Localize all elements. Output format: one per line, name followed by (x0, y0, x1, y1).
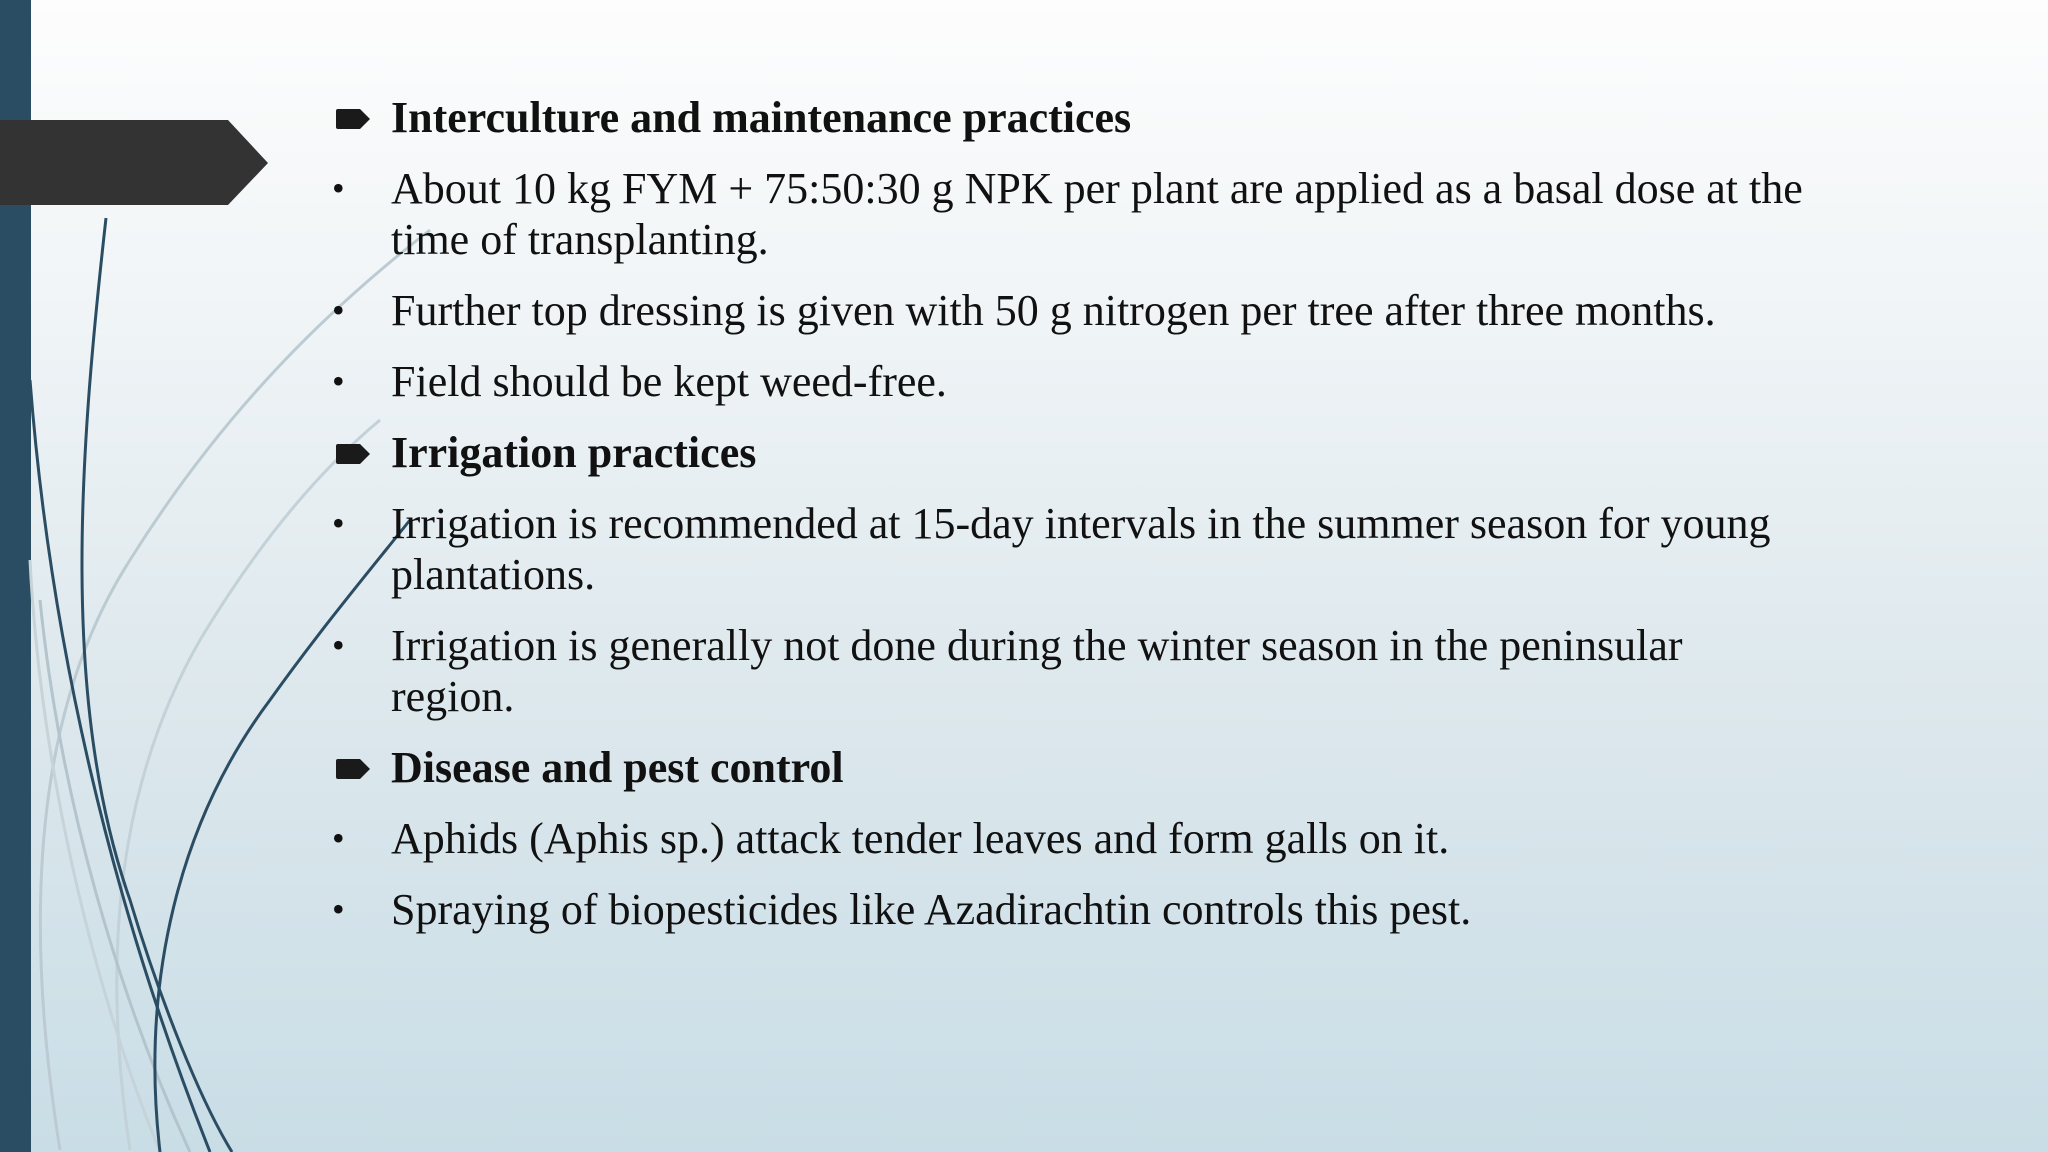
bullet-text: About 10 kg FYM + 75:50:30 g NPK per plant are applied as a basal dose at the time of transplanting. (391, 164, 1803, 264)
bullet-item (330, 498, 1810, 600)
bullet-dot-icon: • (332, 290, 345, 330)
bullet-dot-icon: • (332, 889, 345, 929)
heading-text: Irrigation practices (391, 428, 757, 477)
bullet-dot-icon: • (332, 361, 345, 401)
bullet-item (330, 813, 1810, 864)
bullet-item (330, 285, 1810, 336)
bullet-item (330, 356, 1810, 407)
section-heading (330, 92, 1810, 143)
bullet-text: Further top dressing is given with 50 g nitrogen per tree after three months. (391, 286, 1716, 335)
title-tab (0, 120, 268, 205)
dark-curve-2 (30, 380, 210, 1152)
slide-content (330, 92, 1810, 955)
section-heading (330, 427, 1810, 478)
bullet-item (330, 163, 1810, 265)
light-curve-3 (40, 600, 190, 1152)
bullet-dot-icon: • (332, 503, 345, 543)
bullet-item (330, 620, 1810, 722)
bullet-dot-icon: • (332, 625, 345, 665)
bullet-item (330, 884, 1810, 935)
bullet-dot-icon: • (332, 818, 345, 858)
bullet-text: Spraying of biopesticides like Azadirachtin controls this pest. (391, 885, 1472, 934)
heading-text: Interculture and maintenance practices (391, 93, 1132, 142)
section-heading (330, 742, 1810, 793)
bullet-text: Aphids (Aphis sp.) attack tender leaves and form galls on it. (391, 814, 1450, 863)
heading-text: Disease and pest control (391, 743, 844, 792)
bullet-text: Irrigation is recommended at 15-day intervals in the summer season for young plantations. (391, 499, 1771, 599)
bullet-text: Irrigation is generally not done during the winter season in the peninsular region. (391, 621, 1683, 721)
bullet-dot-icon: • (332, 168, 345, 208)
bullet-text: Field should be kept weed-free. (391, 357, 947, 406)
